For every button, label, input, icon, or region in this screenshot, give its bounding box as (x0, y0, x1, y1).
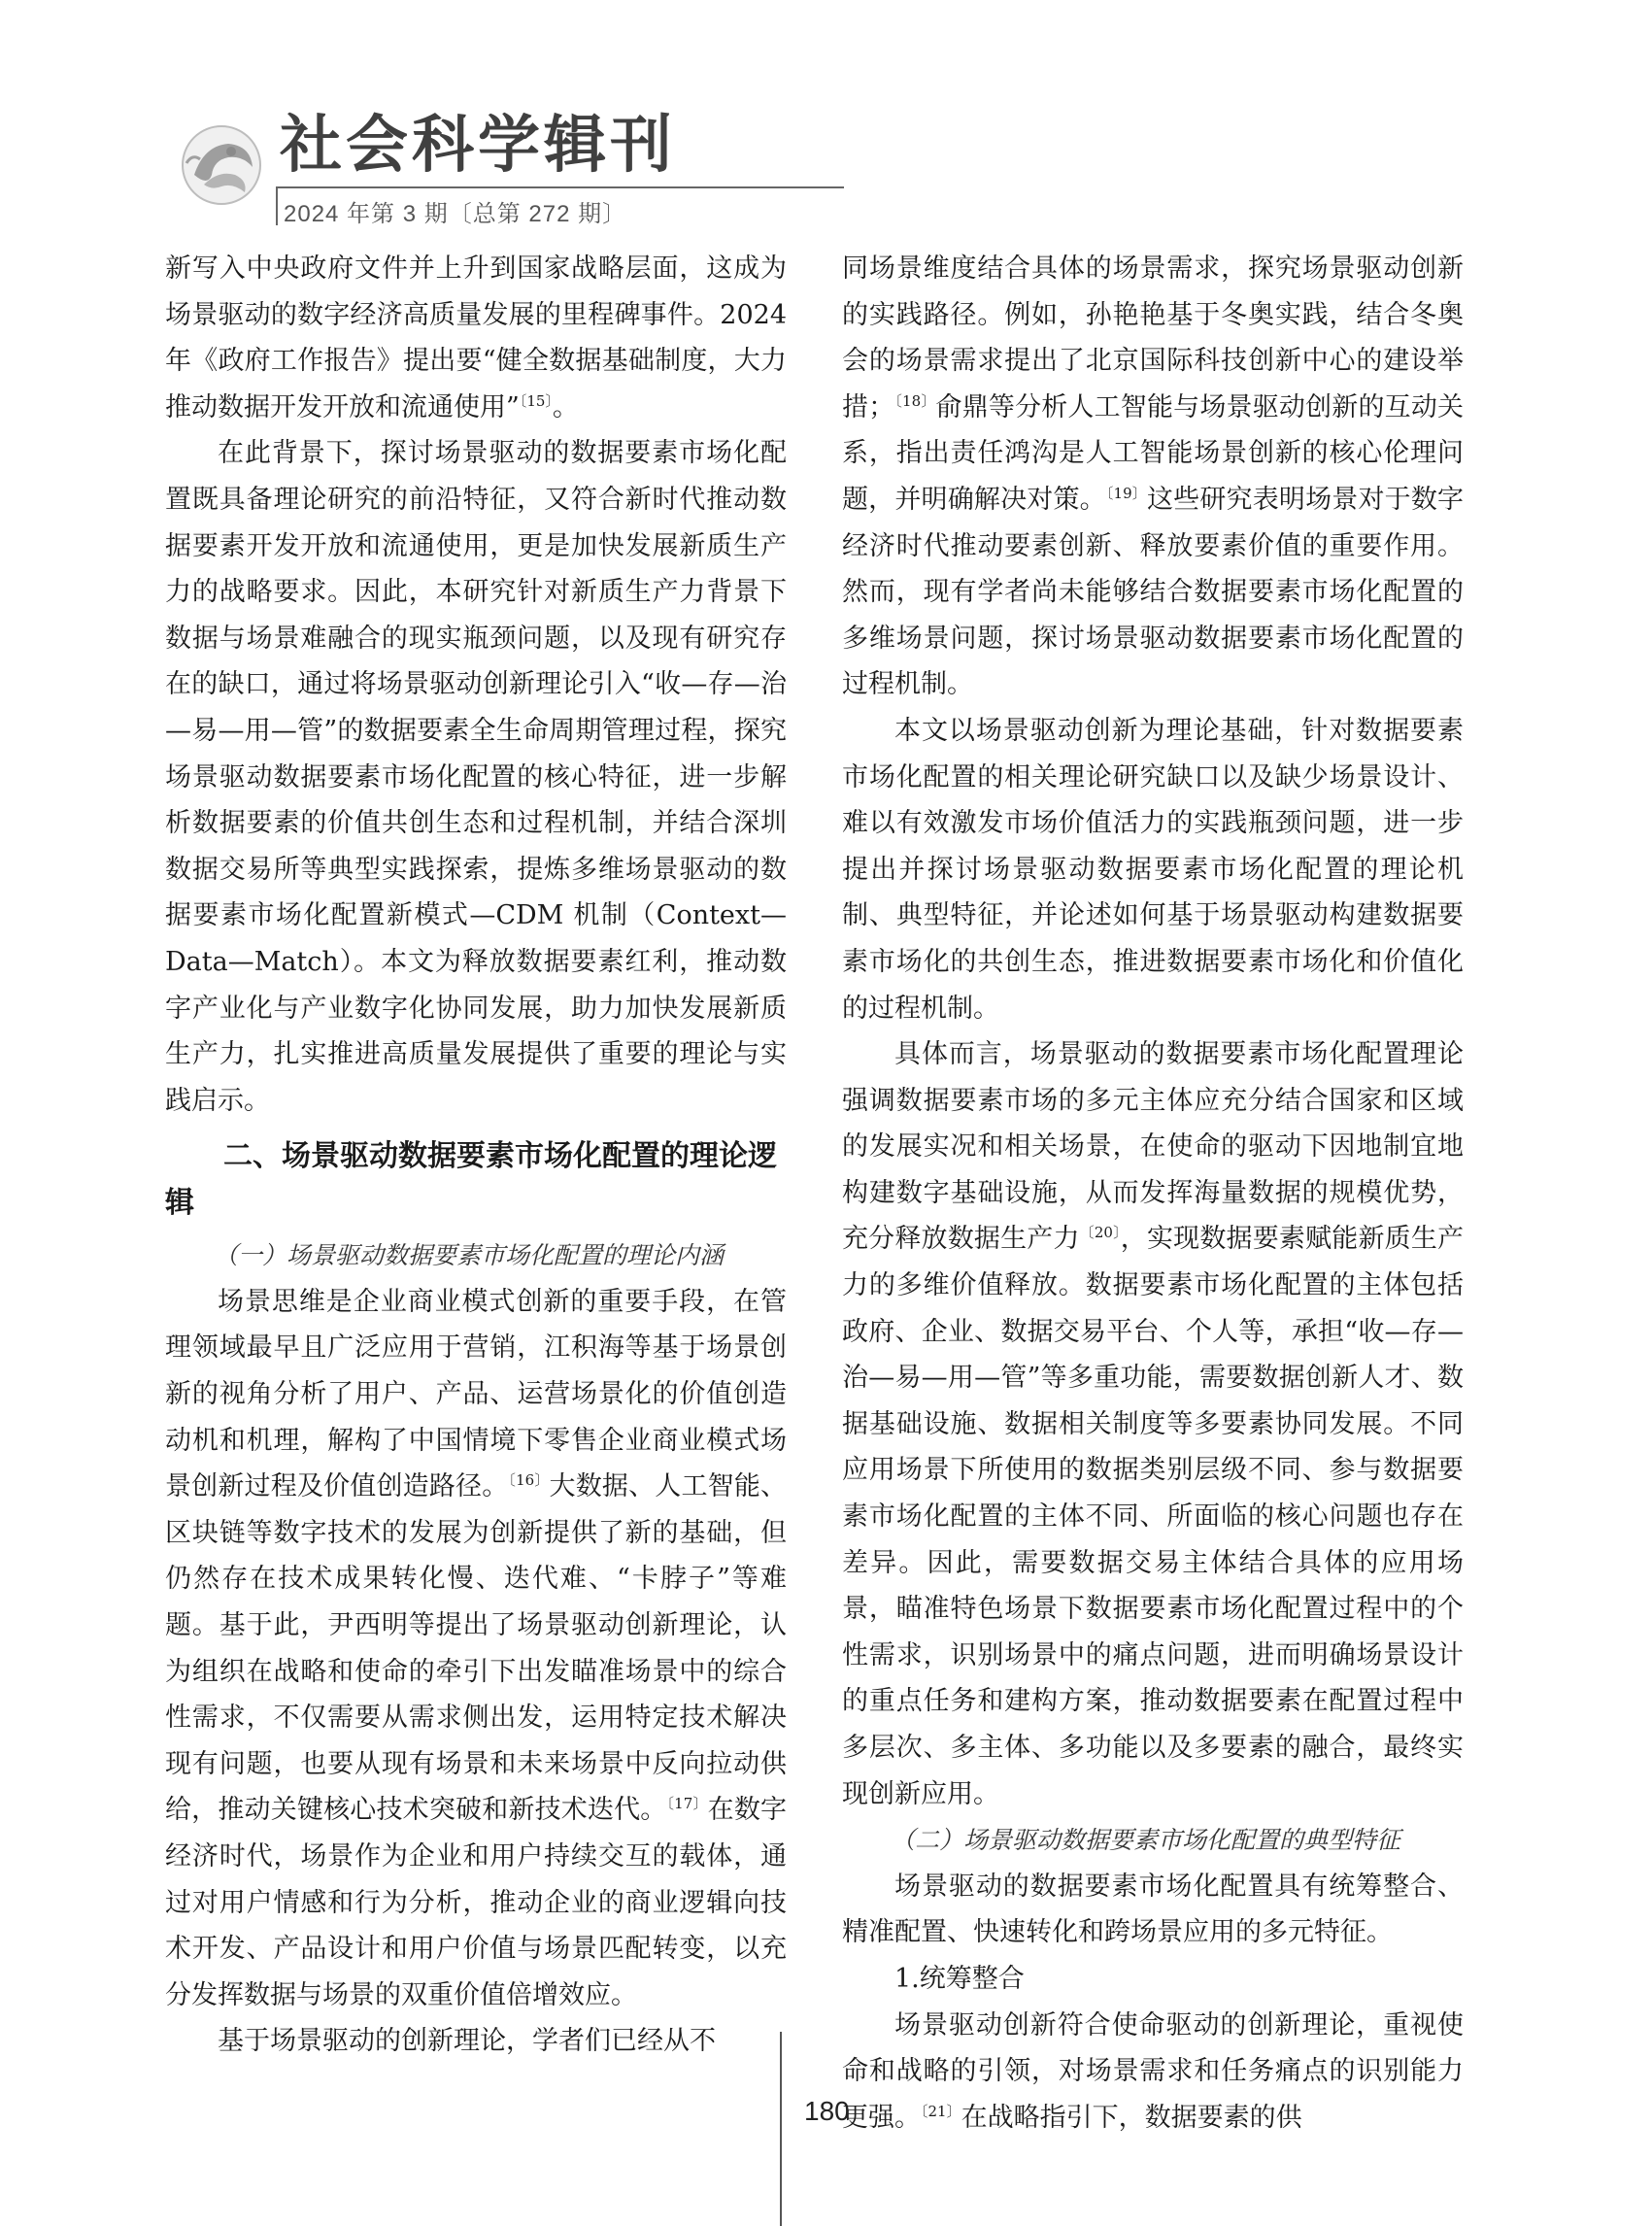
journal-title: 社会科学辑刊 (280, 109, 676, 182)
left-column (165, 246, 787, 2065)
paragraph: 基于场景驱动的创新理论，学者们已经从不 (218, 2026, 716, 2057)
citation[interactable]: 〔20〕 (1079, 1224, 1121, 1242)
journal-header (175, 109, 680, 225)
section-heading: 二、场景驱动数据要素市场化配置的理论逻辑 (165, 1139, 777, 1221)
subsection-heading: （一）场景驱动数据要素市场化配置的理论内涵 (214, 1241, 725, 1270)
journal-logo-icon (175, 117, 272, 210)
citation[interactable]: 〔17〕 (666, 1795, 708, 1813)
header-rule (276, 186, 844, 188)
citation[interactable]: 〔19〕 (1105, 484, 1147, 502)
footer-rule (780, 2032, 782, 2226)
citation[interactable]: 〔21〕 (921, 2102, 961, 2120)
paragraph: 本文以场景驱动创新为理论基础，针对数据要素市场化配置的相关理论研究缺口以及缺少场景设计、难以有效激发市场价值活力的实践瓶颈问题，进一步提出并探讨场景驱动数据要素市场化配置的理论机制、典型特征，并论述如何基于场景驱动构建数据要素市场化的共创生态，推进数据要素市场化和价值化的过程机制。 (842, 715, 1464, 1024)
citation[interactable]: 〔18〕 (894, 391, 936, 410)
paragraph: 新写入中央政府文件并上升到国家战略层面，这成为场景驱动的数字经济高质量发展的里程碑事件。2024年《政府工作报告》提出要“健全数据基础制度，大力推动数据开发开放和流通使用”$^{〔15〕}$。 (165, 253, 787, 422)
paragraph: 在此背景下，探讨场景驱动的数据要素市场化配置既具备理论研究的前沿特征，又符合新时代推动数据要素开发开放和流通使用，更是加快发展新质生产力的战略要求。因此，本研究针对新质生产力背景下数据与场景难融合的现实瓶颈问题，以及现有研究存在的缺口，通过将场景驱动创新理论引入“收—存—治—易—用—管”的数据要素全生命周期管理过程，探究场景驱动数据要素市场化配置的核心特征，进一步解析数据要素的价值共创生态和过程机制，并结合深圳数据交易所等典型实践探索，提炼多维场景驱动的数据要素市场化配置新模式—CDM 机制（Context—Data—Match）。本文为释放数据要素红利，推动数字产业化与产业数字化协同发展，助力加快发展新质生产力，扎实推进高质量发展提供了重要的理论与实践启示。 (165, 438, 787, 1116)
paragraph: 场景思维是企业商业模式创新的重要手段，在管理领域最早且广泛应用于营销，江积海等基于场景创新的视角分析了用户、产品、运营场景化的价值创造动机和机理，解构了中国情境下零售企业商业模式场景创新过程及价值创造路径。$^{〔16〕}$大数据、人工智能、区块链等数字技术的发展为创新提供了新的基础，但仍然存在技术成果转化慢、迭代难、“卡脖子”等难题。基于此，尹西明等提出了场景驱动创新理论，认为组织在战略和使命的牵引下出发瞄准场景中的综合性需求，不仅需要从需求侧出发，运用特定技术解决现有问题，也要从现有场景和未来场景中反向拉动供给，推动关键核心技术突破和新技术迭代。$^{〔17〕}$在数字经济时代，场景作为企业和用户持续交互的载体，通过对用户情感和行为分析，推动企业的商业逻辑向技术开发、产品设计和用户价值与场景匹配转变，以充分发挥数据与场景的双重价值倍增效应。 (165, 1286, 788, 2010)
citation[interactable]: 〔16〕 (508, 1471, 550, 1490)
paragraph: 同场景维度结合具体的场景需求，探究场景驱动创新的实践路径。例如，孙艳艳基于冬奥实践，结合冬奥会的场景需求提出了北京国际科技创新中心的建设举措；$^{〔18〕}$俞鼎等分析人工智能与场景驱动创新的互动关系，指出责任鸿沟是人工智能场景创新的核心伦理问题，并明确解决对策。$^{〔19〕}$这些研究表明场景对于数字经济时代推动要素创新、释放要素价值的重要作用。然而，现有学者尚未能够结合数据要素市场化配置的多维场景问题，探讨场景驱动数据要素市场化配置的过程机制。 (842, 253, 1465, 700)
citation[interactable]: 〔15〕 (519, 391, 553, 410)
page-number: 180 (804, 2096, 850, 2126)
header-vertical-rule (276, 186, 278, 225)
right-column (842, 246, 1464, 2141)
paragraph: 场景驱动创新符合使命驱动的创新理论，重视使命和战略的引领，对场景需求和任务痛点的识别能力更强。$^{〔21〕}$在战略指引下，数据要素的供 (842, 2009, 1464, 2133)
paragraph: 具体而言，场景驱动的数据要素市场化配置理论强调数据要素市场的多元主体应充分结合国家和区域的发展实况和相关场景，在使命的驱动下因地制宜地构建数字基础设施，从而发挥海量数据的规模优势，充分释放数据生产力$^{〔20〕}$，实现数据要素赋能新质生产力的多维价值释放。数据要素市场化配置的主体包括政府、企业、数据交易平台、个人等，承担“收—存—治—易—用—管”等多重功能，需要数据创新人才、数据基础设施、数据相关制度等多要素协同发展。不同应用场景下所使用的数据类别层级不同、参与数据要素市场化配置的主体不同、所面临的核心问题也存在差异。因此，需要数据交易主体结合具体的应用场景，瞄准特色场景下数据要素市场化配置过程中的个性需求，识别场景中的痛点问题，进而明确场景设计的重点任务和建构方案，推动数据要素在配置过程中多层次、多主体、多功能以及多要素的融合，最终实现创新应用。 (842, 1039, 1464, 1809)
issue-info: 2024 年第 3 期〔总第 272 期〕 (284, 201, 627, 227)
paragraph: 场景驱动的数据要素市场化配置具有统筹整合、精准配置、快速转化和跨场景应用的多元特征。 (842, 1871, 1464, 1948)
subsubsection-heading: 1.统筹整合 (894, 1963, 1025, 1994)
subsection-heading: （二）场景驱动数据要素市场化配置的典型特征 (891, 1826, 1401, 1855)
